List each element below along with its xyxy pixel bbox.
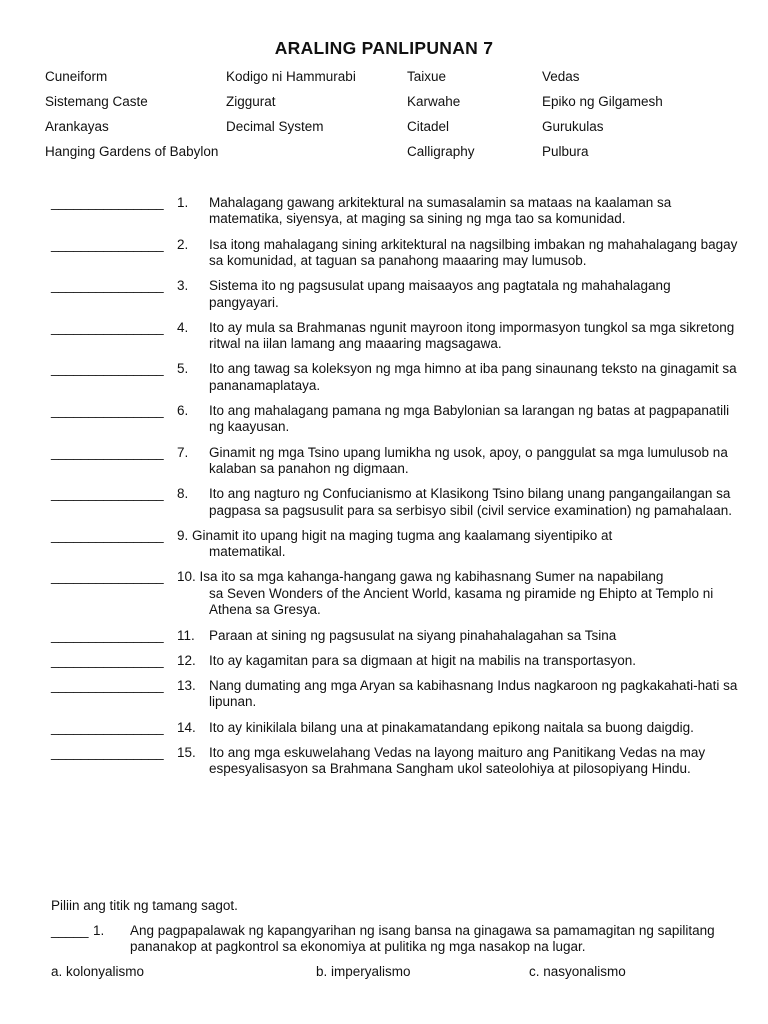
item-text: Ito ang nagturo ng Confucianismo at Klasikong Tsino bilang unang pangangailangan sa pagpasa sa pagsusulit para sa serbisyo sibil (civil service examination) ng pamahalaan. xyxy=(209,486,733,518)
question-item xyxy=(51,403,741,436)
question-item xyxy=(51,486,741,519)
item-text: Ginamit ng mga Tsino upang lumikha ng usok, apoy, o panggulat sa mga lumulusob na kalaban sa panahon ng digmaan. xyxy=(209,444,728,477)
answer-blank[interactable]: _______________ xyxy=(51,195,164,210)
question-item xyxy=(51,320,741,353)
answer-blank[interactable]: _______________ xyxy=(51,744,164,760)
question-item xyxy=(51,653,741,669)
item-text: Mahalagang gawang arkitektural na sumasalamin sa mataas na kaalaman sa matematika, siyensya, at maging sa sining ng mga tao sa komunidad. xyxy=(209,195,672,227)
item-number: 5. xyxy=(177,361,189,377)
question-item xyxy=(51,361,741,394)
word-bank-term: Vedas xyxy=(542,69,580,84)
multiple-choice-item xyxy=(51,923,741,956)
answer-blank[interactable]: _______________ xyxy=(51,236,164,252)
answer-blank[interactable]: _______________ xyxy=(51,569,164,585)
answer-blank[interactable]: _______________ xyxy=(51,361,164,377)
item-number: 12. xyxy=(177,652,196,668)
question-item xyxy=(51,569,741,585)
word-bank-term: Ziggurat xyxy=(226,94,276,109)
answer-blank[interactable]: _______________ xyxy=(51,278,164,294)
word-bank-term: Pulbura xyxy=(542,144,589,159)
page-title: ARALING PANLIPUNAN 7 xyxy=(274,38,494,58)
item-text: Ang pagpapalawak ng kapangyarihan ng isang bansa na ginagawa sa pamamagitan ng sapilitang pananakop at pagkontrol sa ekonomiya at pulitika ng mga nasakop na lugar. xyxy=(130,923,715,955)
choice-c[interactable]: c. nasyonalismo xyxy=(529,964,626,979)
word-bank-term: Decimal System xyxy=(226,119,324,134)
question-item xyxy=(51,195,741,228)
question-item xyxy=(51,720,741,736)
item-number: 8. xyxy=(177,486,189,502)
word-bank-term: Arankayas xyxy=(45,119,109,134)
item-text-first-line: Ginamit ito upang higit na maging tugma ang kaalamang siyentipiko at xyxy=(188,527,613,543)
answer-blank[interactable]: _______________ xyxy=(51,444,164,460)
item-text: Nang dumating ang mga Aryan sa kabihasnang Indus nagkaroon ng pagkakahati-hati sa lipunan. xyxy=(209,677,738,710)
question-item xyxy=(51,445,741,478)
answer-blank[interactable]: _______________ xyxy=(51,403,164,419)
question-item-continuation xyxy=(51,544,741,560)
item-text: Ito ang mahalagang pamana ng mga Babylonian sa larangan ng batas at pagpapanatili ng kaayusan. xyxy=(209,403,730,435)
identification-items xyxy=(51,195,741,786)
question-item xyxy=(51,237,741,270)
item-number: 13. xyxy=(177,677,196,693)
item-text xyxy=(177,569,741,585)
word-bank-term: Sistemang Caste xyxy=(45,94,148,109)
section-instruction: Piliin ang titik ng tamang sagot. xyxy=(51,898,238,913)
item-number: 15. xyxy=(177,744,196,760)
answer-blank[interactable]: _______________ xyxy=(51,719,164,735)
item-number: 1. xyxy=(93,923,105,938)
word-bank-term: Gurukulas xyxy=(542,119,604,134)
item-number: 3. xyxy=(177,278,189,294)
item-text: Ito ay kagamitan para sa digmaan at higit na mabilis na transportasyon. xyxy=(209,652,636,668)
question-item xyxy=(51,745,741,778)
item-number: 2. xyxy=(177,236,189,252)
word-bank-term: Taixue xyxy=(407,69,447,84)
item-text-first-line: Isa ito sa mga kahanga-hangang gawa ng kabihasnang Sumer na napabilang xyxy=(195,569,664,585)
answer-blank[interactable]: _______________ xyxy=(51,319,164,335)
item-text xyxy=(177,528,741,544)
question-item xyxy=(51,628,741,644)
question-item-continuation xyxy=(51,586,741,619)
item-number: 9. xyxy=(177,527,189,543)
item-text: Ito ang tawag sa koleksyon ng mga himno at iba pang sinaunang teksto na ginagamit sa pananamaplataya. xyxy=(209,361,737,393)
answer-blank[interactable]: _______________ xyxy=(51,527,164,543)
question-item xyxy=(51,528,741,544)
item-number: 4. xyxy=(177,319,189,335)
word-bank-term: Karwahe xyxy=(407,94,461,109)
choice-a[interactable]: a. kolonyalismo xyxy=(51,964,145,979)
question-item xyxy=(51,278,741,311)
item-text: matematikal. xyxy=(209,544,286,560)
item-text: sa Seven Wonders of the Ancient World, kasama ng piramide ng Ehipto at Templo ni Athena sa Gresya. xyxy=(209,585,714,618)
item-number: 14. xyxy=(177,719,196,735)
answer-blank[interactable]: _____ xyxy=(51,923,89,938)
answer-blank[interactable]: _______________ xyxy=(51,677,164,693)
answer-blank[interactable]: _______________ xyxy=(51,652,164,668)
item-number: 10. xyxy=(177,569,196,585)
word-bank-term: Epiko ng Gilgamesh xyxy=(542,94,663,109)
item-text: Sistema ito ng pagsusulat upang maisaayos ang pagtatala ng mahahalagang pangyayari. xyxy=(209,278,671,310)
word-bank-term: Kodigo ni Hammurabi xyxy=(226,69,356,84)
word-bank-term: Citadel xyxy=(407,119,450,134)
item-number: 7. xyxy=(177,444,189,460)
answer-blank[interactable]: _______________ xyxy=(51,486,164,502)
answer-blank[interactable]: _______________ xyxy=(51,627,164,643)
item-text: Paraan at sining ng pagsusulat na siyang pinahahalagahan sa Tsina xyxy=(209,627,617,643)
word-bank xyxy=(45,68,745,168)
item-number: 6. xyxy=(177,403,189,419)
item-text: Ito ay kinikilala bilang una at pinakamatandang epikong naitala sa buong daigdig. xyxy=(209,719,694,735)
word-bank-term: Calligraphy xyxy=(407,144,475,159)
word-bank-term: Cuneiform xyxy=(45,69,108,84)
question-item xyxy=(51,678,741,711)
item-text: Ito ang mga eskuwelahang Vedas na layong maituro ang Panitikang Vedas na may espesyalisasyon sa Brahmana Sangham ukol sateolohiya at pilosopiyang Hindu. xyxy=(209,744,706,777)
item-number: 1. xyxy=(177,195,189,210)
item-number: 11. xyxy=(177,627,195,643)
item-text: Ito ay mula sa Brahmanas ngunit mayroon itong impormasyon tungkol sa mga sikretong ritwal na iilan lamang ang maaaring magsagawa. xyxy=(209,319,735,352)
word-bank-term: Hanging Gardens of Babylon xyxy=(45,144,219,159)
item-text: Isa itong mahalagang sining arkitektural na nagsilbing imbakan ng mahahalagang bagay sa komunidad, at taguan sa panahong maaaring may lumusob. xyxy=(209,236,738,269)
choice-b[interactable]: b. imperyalismo xyxy=(316,964,411,979)
